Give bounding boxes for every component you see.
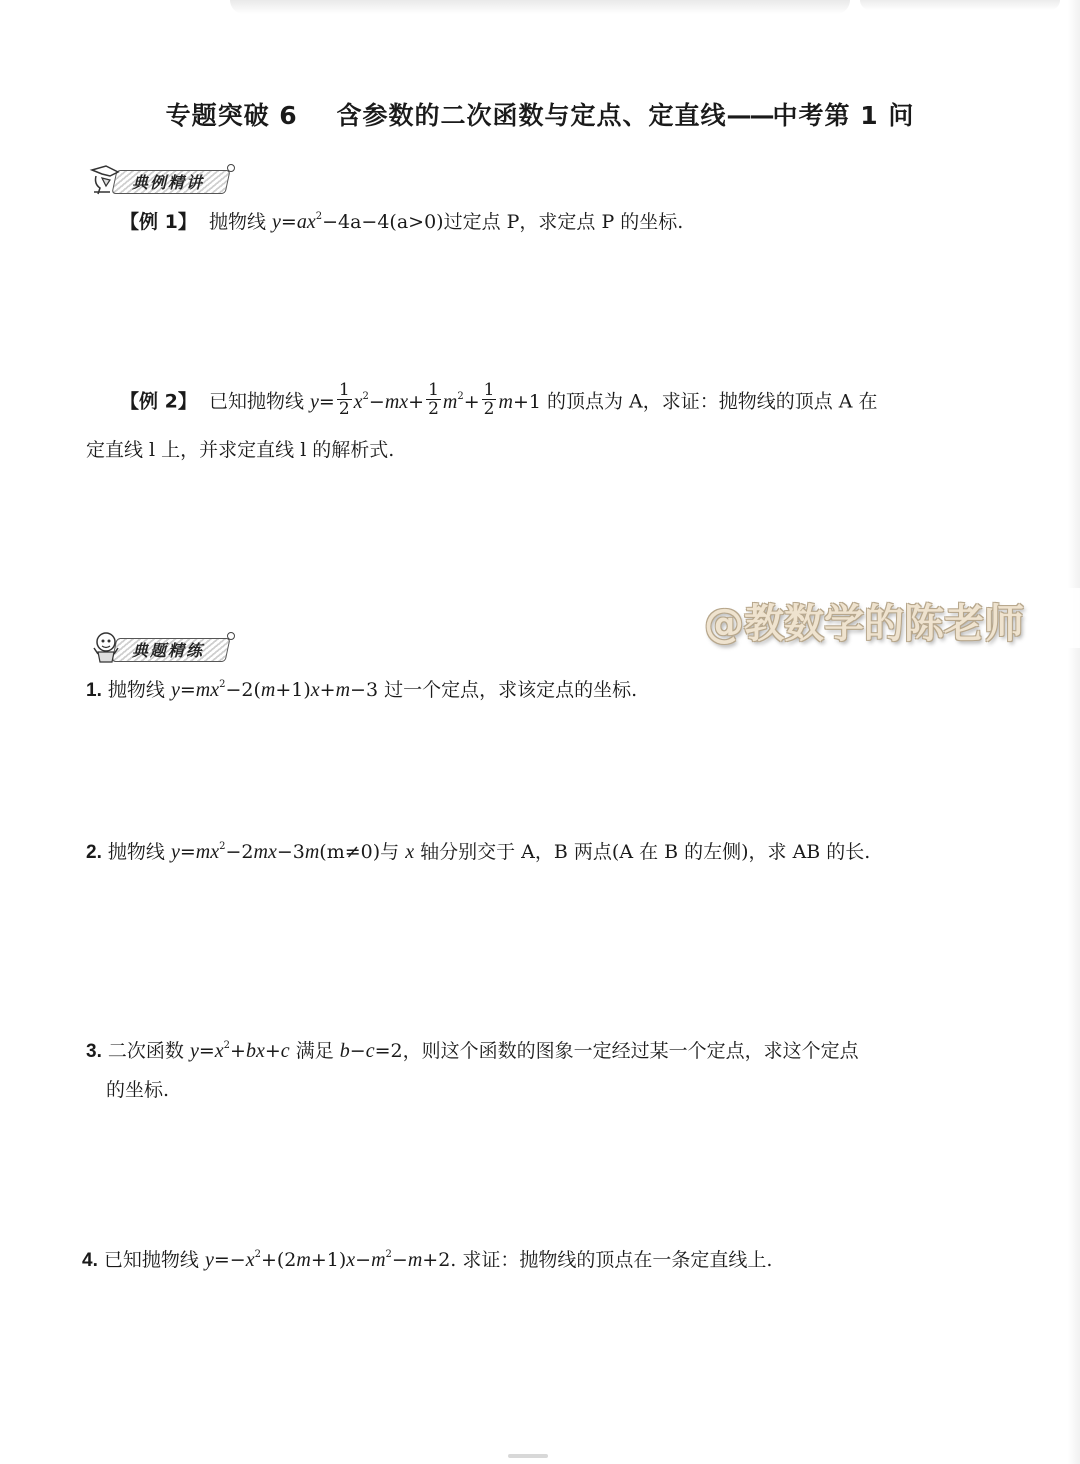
title-prefix: 专题突破 xyxy=(165,101,270,130)
example-tag: 【例 1】 xyxy=(120,211,197,233)
watermark-text: @教数学的陈老师 xyxy=(704,601,1024,647)
title-number: 6 xyxy=(279,101,298,130)
problem-text: 抛物线 xyxy=(107,841,165,863)
page-title xyxy=(0,96,1080,132)
problem-3 xyxy=(86,1038,859,1065)
title-suffix-num: 1 xyxy=(860,101,879,130)
decor-dot xyxy=(227,632,235,640)
fraction: $\frac{1}{2}$ xyxy=(483,380,495,419)
section-label: 典例精讲 xyxy=(132,173,205,192)
example-tag: 【例 2】 xyxy=(120,390,197,413)
page-shadow xyxy=(230,0,850,14)
problem-text: 满足 xyxy=(295,1040,334,1062)
problem-number: 1. xyxy=(86,680,102,701)
decor-dot xyxy=(227,164,235,172)
example-text: 抛物线 xyxy=(208,211,266,233)
problem-text: 二次函数 xyxy=(107,1040,184,1062)
title-dash: —— xyxy=(726,101,773,130)
problem-text: 过一个定点，求该定点的坐标. xyxy=(384,679,638,701)
problem-text: 已知抛物线 xyxy=(103,1249,199,1271)
example-formula: y= $\frac{1}{2}$ $x^2-mx+$ $\frac{1}{2}$ $m^2+$ $\frac{1}{2}$ m+1 xyxy=(310,380,541,419)
problem-3-cont: 的坐标. xyxy=(106,1079,170,1101)
problem-2 xyxy=(86,839,870,866)
section-label: 典题精练 xyxy=(132,641,205,660)
problem-formula: $y=mx^2-2mx-3m$ xyxy=(170,841,320,863)
problem-var: x xyxy=(405,841,415,863)
mascot-icon xyxy=(88,162,128,198)
section-header-examples xyxy=(88,162,238,198)
mascot-icon xyxy=(88,630,128,666)
problem-1 xyxy=(86,677,637,704)
example-2 xyxy=(120,380,878,421)
title-suffix-a: 中考第 xyxy=(772,101,851,130)
page-shadow xyxy=(860,0,1060,10)
problem-text: 抛物线 xyxy=(107,679,165,701)
example-text: −4a−4(a>0)过定点 P，求定点 P 的坐标. xyxy=(322,211,684,233)
problem-text: 轴分别交于 A，B 两点(A 在 B 的左侧)，求 AB 的长. xyxy=(420,841,871,863)
footer-mark xyxy=(508,1454,548,1458)
fraction: $\frac{1}{2}$ xyxy=(338,380,350,419)
problem-text: . 求证：抛物线的顶点在一条定直线上. xyxy=(450,1249,773,1271)
problem-text: ，则这个函数的图象一定经过某一个定点，求这个定点 xyxy=(402,1040,859,1062)
example-text: 的顶点为 A，求证：抛物线的顶点 A 在 xyxy=(547,390,878,413)
fraction: $\frac{1}{2}$ xyxy=(428,380,439,419)
example-1 xyxy=(120,209,683,235)
problem-number: 4. xyxy=(82,1250,98,1271)
section-header-practice xyxy=(88,630,238,666)
problem-text: (m≠0)与 xyxy=(319,841,400,863)
title-suffix-b: 问 xyxy=(888,101,915,130)
problem-4 xyxy=(82,1247,772,1274)
problem-number: 2. xyxy=(86,842,102,863)
problem-formula: $y=mx^2-2(m+1)x+m-3$ xyxy=(170,679,379,701)
example-formula: $y=ax^2$ xyxy=(272,211,323,233)
problem-number: 3. xyxy=(86,1041,102,1062)
example-2-cont: 定直线 l 上，并求定直线 l 的解析式. xyxy=(86,439,395,461)
page-edge xyxy=(1068,0,1080,1464)
problem-formula: b−c=2 xyxy=(339,1040,403,1062)
title-text: 含参数的二次函数与定点、定直线 xyxy=(336,101,727,130)
problem-formula: $y=-x^2+(2m+1)x-m^2-m+2$ xyxy=(204,1249,451,1271)
watermark xyxy=(700,588,1080,648)
example-text: 已知抛物线 xyxy=(208,390,304,413)
problem-formula: $y=x^2+bx+c$ xyxy=(189,1040,290,1062)
